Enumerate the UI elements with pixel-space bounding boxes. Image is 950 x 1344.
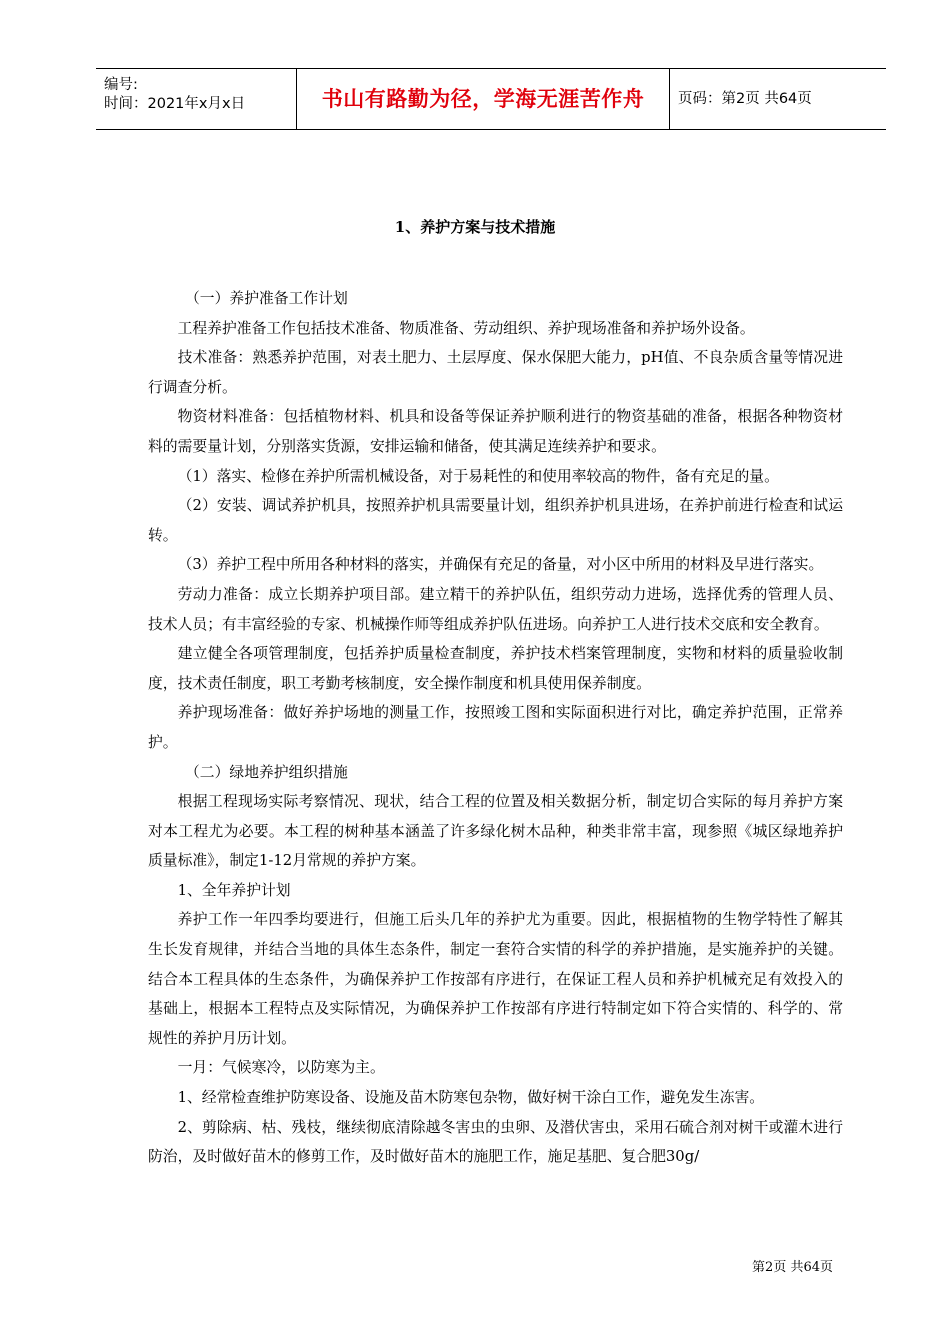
paragraph: 建立健全各项管理制度，包括养护质量检查制度，养护技术档案管理制度，实物和材料的质量验收制度，技术责任制度，职工考勤考核制度，安全操作制度和机具使用保养制度。 — [148, 645, 843, 692]
paragraph: 技术准备：熟悉养护范围，对表土肥力、土层厚度、保水保肥大能力，pH值、不良杂质含量等情况进行调查分析。 — [148, 349, 843, 396]
paragraph: 物资材料准备：包括植物材料、机具和设备等保证养护顺利进行的物资基础的准备，根据各种物资材料的需要量计划，分别落实货源，安排运输和储备，使其满足连续养护和要求。 — [148, 408, 843, 455]
paragraph: 根据工程现场实际考察情况、现状，结合工程的位置及相关数据分析，制定切合实际的每月养护方案对本工程尤为必要。本工程的树种基本涵盖了许多绿化树木品种，种类非常丰富，现参照《城区绿地养护质量标准》，制定1-12月常规的养护方案。 — [148, 793, 843, 870]
section-heading: （一）养护准备工作计划 — [185, 290, 348, 307]
paragraph: （1）落实、检修在养护所需机械设备，对于易耗性的和使用率较高的物件，备有充足的量。 — [177, 467, 779, 485]
document-time-label: 时间：2021年x月x日 — [104, 96, 246, 112]
document-body — [148, 284, 843, 1172]
paragraph: 一月：气候寒冷，以防寒为主。 — [177, 1059, 385, 1077]
paragraph: 养护现场准备：做好养护场地的测量工作，按照竣工图和实际面积进行对比，确定养护范围，正常养护。 — [148, 704, 843, 751]
document-number-label: 编号: — [104, 77, 138, 93]
paragraph: 工程养护准备工作包括技术准备、物质准备、劳动组织、养护现场准备和养护场外设备。 — [177, 319, 755, 337]
header-page-code: 页码：第2页 共64页 — [678, 91, 812, 107]
paragraph: （2）安装、调试养护机具，按照养护机具需要量计划，组织养护机具进场，在养护前进行检查和试运转。 — [148, 497, 843, 544]
subsection-heading: 1、全年养护计划 — [177, 881, 291, 899]
header-motto: 书山有路勤为径，学海无涯苦作舟 — [321, 87, 645, 111]
page-header — [96, 68, 886, 130]
paragraph: 2、剪除病、枯、残枝，继续彻底清除越冬害虫的虫卵、及潜伏害虫，采用石硫合剂对树干或灌木进行防治，及时做好苗木的修剪工作，及时做好苗木的施肥工作，施足基肥、复合肥30g/ — [148, 1118, 843, 1166]
paragraph: 劳动力准备：成立长期养护项目部。建立精干的养护队伍，组织劳动力进场，选择优秀的管理人员、技术人员；有丰富经验的专家、机械操作师等组成养护队伍进场。向养护工人进行技术交底和安全教育。 — [148, 585, 843, 633]
header-divider — [669, 69, 670, 129]
page-footer: 第2页 共64页 — [752, 1260, 833, 1275]
document-title: 1、养护方案与技术措施 — [394, 218, 556, 236]
paragraph: （3）养护工程中所用各种材料的落实，并确保有充足的备量，对小区中所用的材料及早进行落实。 — [177, 556, 824, 574]
paragraph: 养护工作一年四季均要进行，但施工后头几年的养护尤为重要。因此，根据植物的生物学特性了解其生长发育规律，并结合当地的具体生态条件，制定一套符合实情的科学的养护措施，是实施养护的关键。结合本工程具体的生态条件，为确保养护工作按部有序进行，在保证工程人员和养护机械充足有效投入的基础上，根据本工程特点及实际情况，为确保养护工作按部有序进行特制定如下符合实情的、科学的、常规性的养护月历计划。 — [148, 911, 843, 1047]
paragraph: 1、经常检查维护防寒设备、设施及苗木防寒包杂物，做好树干涂白工作，避免发生冻害。 — [177, 1089, 765, 1107]
section-heading: （二）绿地养护组织措施 — [185, 763, 348, 781]
header-meta — [96, 69, 296, 129]
